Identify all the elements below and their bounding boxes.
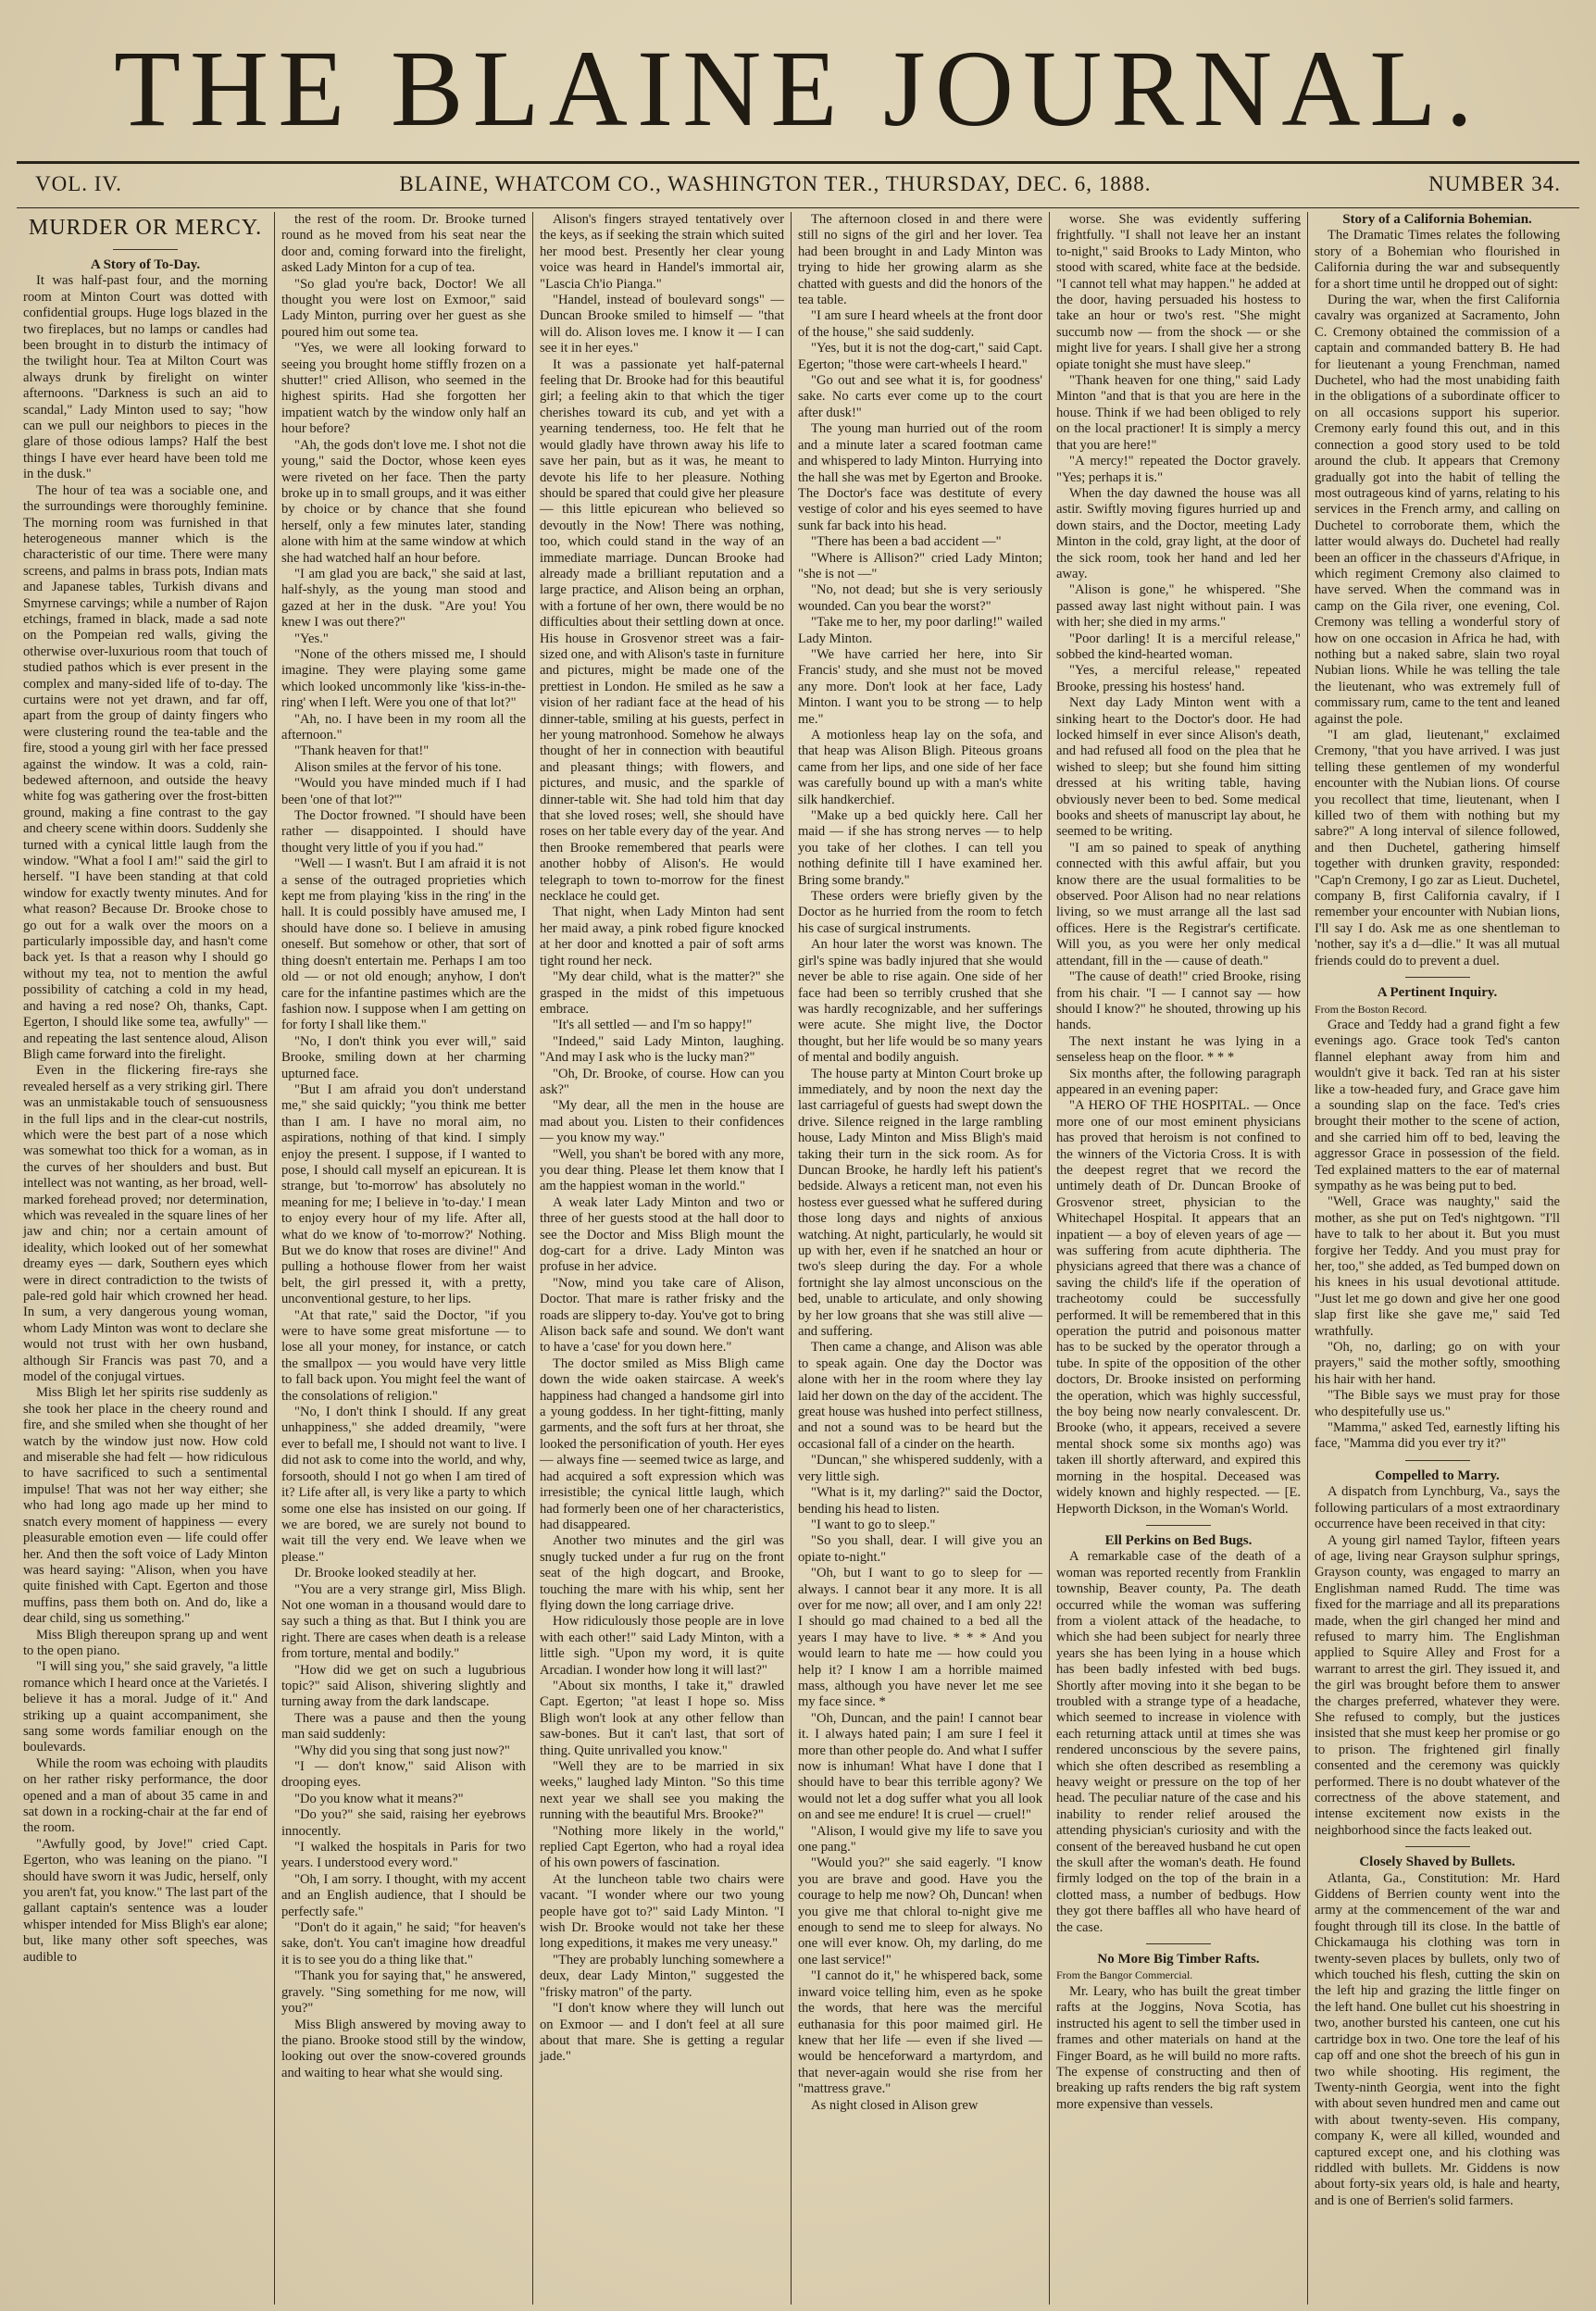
bohemian-body <box>1315 228 1560 969</box>
paragraph: "They are probably lunching somewhere a deux, dear Lady Minton," suggested the "frisky matron" of the party. <box>540 1952 784 2000</box>
paragraph: "Would you have minded much if I had been 'one of that lot?'" <box>281 776 526 807</box>
headline-divider <box>113 249 178 250</box>
paragraph: Miss Bligh let her spirits rise suddenly as she took her place in the cheery round and fire, and she smiled when she thought of her watch by the window just now. How cold and miserable she had felt — how ridiculous to have sacrificed to such a sentimental impulse! That was not her way either; she who had long ago made up her mind to snatch every moment of happiness — every pleasurable emotion even — life could offer her. And then the soft voice of Lady Minton was heard saying: "Alison, when you have quite finished with Capt. Egerton and those muffins, pass them both on. And do, like a dear child, sing us something." <box>23 1385 268 1627</box>
paragraph: That night, when Lady Minton had sent her maid away, a pink robed figure knocked at her door and knotted a pair of soft arms tight round her neck. <box>540 905 784 968</box>
paragraph: At the luncheon table two chairs were vacant. "I wonder where our two young people have got to?" said Lady Minton. "I wish Dr. Brooke would not take her these long expeditions, it makes me very uneasy." <box>540 1871 784 1952</box>
paragraph: A remarkable case of the death of a woman was reported recently from Franklin township, Beaver county, Pa. The death occurred while the woman was suffering from a violent attack of the headache, to which she had been subject for nearly three years she has been lying in a house which has been badly infested with bed bugs. Shortly after moving into it she began to be troubled with a strange type of a headache, which seemed to increase in violence with each returning attack until at times she was rendered unconscious by the severe pains, which she often described as resembling a heavy weight or pressure on the top of her head. The peculiar nature of the case and his inability to render relief aroused the attending physician's curiosity and with the consent of the bereaved husband he cut open the skull after the woman's death. He found firmly lodged on the top of the brain in a clotted mass, a number of bedbugs. How they got there baffles all who have heard of the case. <box>1056 1549 1301 1935</box>
column-6 <box>1308 212 1566 2305</box>
paragraph: "You are a very strange girl, Miss Bligh. Not one woman in a thousand would dare to say such a thing as that. But I think you are right. There are cases when death is a release from torture, mental and bodily." <box>281 1581 526 1662</box>
paragraph: "I am so pained to speak of anything connected with this awful affair, but you know there are the usual formalities to be observed. Poor Alison had no near relations living, so we must arrange all the last sad offices. Here is the Registrar's certificate. Will you, as you were her only medical attendant, fill in the — cause of death." <box>1056 840 1301 968</box>
story-col4-body <box>798 212 1042 2114</box>
story-subhead: A Story of To-Day. <box>90 257 201 272</box>
dateline <box>17 164 1579 205</box>
column-4 <box>792 212 1050 2305</box>
paragraph: "About six months, I take it," drawled Capt. Egerton; "at least I hope so. Miss Bligh won't look at any other fellow than saw-bones. But it can't last, that sort of thing. Quite unrivalled you know." <box>540 1678 784 1758</box>
paragraph: "Ah, no. I have been in my room all the afternoon." <box>281 711 526 743</box>
paragraph: A motionless heap lay on the sofa, and that heap was Alison Bligh. Piteous groans came from her lips, and one side of her face was carefully bound up with a man's white silk handkerchief. <box>798 728 1042 807</box>
paragraph: Grace and Teddy had a grand fight a few evenings ago. Grace took Ted's canton flannel elephant away from him and wouldn't give it back. Ted ran at his sister like a tow-headed fury, and Grace gave him a sounding slap on the face. Ted's cries brought their mother to the scene of action, and she carried him off to bed, leaving the aggressor Grace in possession of the field. Ted explained matters to the ear of maternal sympathy as he was being put to bed. <box>1315 1017 1560 1193</box>
paragraph: "Well they are to be married in six weeks," laughed lady Minton. "So this time next year we shall see you making the running with the beautiful Mrs. Brooke?" <box>540 1759 784 1823</box>
paragraph: It was half-past four, and the morning room at Minton Court was dotted with confidential groups. Huge logs blazed in the two fireplaces, but no lamps or candles had been brought in to disturb the intimacy of the twilight hour. Tea at Milton Court was always drunk by firelight on winter afternoons. "Darkness is such an aid to scandal," Lady Minton used to say; "how can we pull our neighbors to pieces in the glare of those odious lamps? Half the best things I have ever heard have been told me in the dusk." <box>23 273 268 482</box>
paragraph: "Yes, we were all looking forward to seeing you brought home stiffly frozen on a shutter!" cried Allison, who seemed in the highest spirits. Had she forgotten her impatient watch by the window only half an hour before? <box>281 341 526 437</box>
paragraph: As night closed in Alison grew <box>811 2097 979 2113</box>
paragraph: "Indeed," said Lady Minton, laughing. "And may I ask who is the lucky man?" <box>540 1033 784 1066</box>
paragraph: Miss Bligh answered by moving away to the piano. Brooke stood still by the window, looking out over the snow-covered grounds and waiting to hear what she would sing. <box>281 2017 526 2080</box>
column-2 <box>275 212 533 2305</box>
paragraph: "No, I don't think you ever will," said Brooke, smiling down at her charming upturned face. <box>281 1033 526 1081</box>
paragraph: "Handel, instead of boulevard songs" — Duncan Brooke smiled to himself — "that will do. Alison loves me. I know it — I can see it in her eyes." <box>540 293 784 356</box>
paragraph: "Thank heaven for one thing," said Lady Minton "and that is that you are here in the house. Think if we had been obliged to rely on the local practioner! It is simply a mercy that you are here!" <box>1056 373 1301 453</box>
rafts-credit: From the Bangor Commercial. <box>1056 1968 1193 1982</box>
paragraph: "Awfully good, by Jove!" cried Capt. Egerton, who was leaning on the piano. "I should have sworn it was Judic, herself, only you aren't fat, you know." The last part of the gallant captain's sentence was a louder whisper intended for Miss Bligh's ear alone; but, like many other soft speeches, was audible to <box>23 1836 268 1965</box>
paragraph: "It's all settled — and I'm so happy!" <box>553 1018 753 1033</box>
paragraph: Six months after, the following paragraph appeared in an evening paper: <box>1056 1066 1301 1097</box>
paragraph: During the war, when the first California cavalry was organized at Sacramento, John C. Cremony obtained the commission of a captain and commanded battery B. He had for lieutenant a young Frenchman, named Duchetel, who had the most unabiding faith in the obligations of a subordinate officer to on all occasions support his superior. Cremony early found this out, and in this connection a good story used to be told around the club. It appears that Cremony gradually got into the habit of telling the most outrageous kind of yarns, relating to his services in the French army, and calling on Duchetel to corroborate them, which the latter would always do. Duchetel had really been an officer in the chasseurs d'Afrique, in which regiment Cremony also claimed to have served. When the command was in camp on the Gila river, one evening, Col. Cremony was telling a wonderful story of how on one occasion in Africa he had, with nothing but a naked sabre, slain two royal Nubian lions. While he was telling the tale the lieutenant, who was extremely full of commissary rum, came to the tent and leaned against the pole. <box>1315 293 1560 727</box>
paragraph: "I don't know where they will lunch out on Exmoor — and I don't feel at all sure about that mare. She is getting a regular jade." <box>540 2001 784 2065</box>
paragraph: "I want to go to sleep." <box>811 1517 936 1532</box>
paragraph: "So you shall, dear. I will give you an opiate to-night." <box>798 1533 1042 1565</box>
paragraph: "I am sure I heard wheels at the front door of the house," she said suddenly. <box>798 308 1042 340</box>
paragraph: "Take me to her, my poor darling!" wailed Lady Minton. <box>798 615 1042 646</box>
paragraph: A young girl named Taylor, fifteen years of age, living near Grayson sulphur springs, Grayson county, was engaged to marry an Englishman named Rudd. The time was fixed for the marriage and all its preparations made, when the girl changed her mind and refused to marry him. The Englishman applied to Squire Alley and Frost for a warrant to arrest the girl. They issued it, and the girl was brought before them to answer the charges preferred, whatever they were. She refused to comply, but the justices insisted that she must keep her promise or go to prison. The frightened girl finally consented and the ceremony was quickly performed. There is no doubt whatever of the correctness of the above statement, and intense excitement now exists in the neighborhood since the facts leaked out. <box>1315 1532 1560 1838</box>
paragraph: Even in the flickering fire-rays she revealed herself as a very striking girl. There was an unmistakable touch of sensuousness in the full lips and in the clear-cut nostrils, which were the best part of a nose which was somewhat too thick for a woman, as in the curves of her shoulders and bust. But intellect was not wanting, as her broad, well-marked forehead proved; nor determination, which was revealed in the square lines of her jaw and chin; nor a certain amount of ideality, which looked out of her somewhat dreamy eyes — dark, Southern eyes which were in direct contradiction to the twists of pale-red gold hair which crowned her head. In sum, a very dangerous young woman, whom Lady Minton was wont to declare she would not trust with her own husband, although Sir Francis was past 70, and a model of the conjugal virtues. <box>23 1063 268 1385</box>
bullets-headline: Closely Shaved by Bullets. <box>1359 1855 1515 1870</box>
story-col5-body <box>1056 212 1301 1518</box>
section-divider <box>1405 1846 1470 1847</box>
paragraph: "Nothing more likely in the world," replied Capt Egerton, who had a royal idea of his own powers of fascination. <box>540 1823 784 1871</box>
paragraph: A dispatch from Lynchburg, Va., says the following particulars of a most extraordinary occurrence have been received in that city: <box>1315 1484 1560 1532</box>
paragraph: While the room was echoing with plaudits on her rather risky performance, the door opened and a man of about 35 came in and sat down in a rocking-chair at the far end of the room. <box>23 1755 268 1836</box>
story-col3-body <box>540 212 784 2066</box>
paragraph: "The cause of death!" cried Brooke, rising from his chair. "I — I cannot say — how should I know?" he shouted, throwing up his hands. <box>1056 969 1301 1033</box>
paragraph: The doctor smiled as Miss Bligh came down the wide oaken staircase. A week's happiness had changed a handsome girl into a young goddess. In her tight-fitting, manly garments, and the soft furs at her throat, she looked the personification of youth. Her eyes — always fine — seemed twice as large, and had acquired a soft expression which was irresistible; the cynical little laugh, which had formerly been one of her characteristics, had disappeared. <box>540 1355 784 1532</box>
section-divider <box>1146 1525 1211 1526</box>
paragraph: "Well, you shan't be bored with any more, you dear thing. Please let them know that I am the happiest woman in the world." <box>540 1146 784 1194</box>
paragraph: These orders were briefly given by the Doctor as he hurried from the room to fetch his case of surgical instruments. <box>798 889 1042 936</box>
paragraph: the rest of the room. Dr. Brooke turned round as he moved from his seat near the door and, coming forward into the firelight, asked Lady Minton for a cup of tea. <box>281 212 526 276</box>
paragraph: "We have carried her here, into Sir Francis' study, and she must not be moved any more. Don't look at her face, Lady Minton. I want you to be strong — to help me." <box>798 646 1042 727</box>
paragraph: There was a pause and then the young man said suddenly: <box>281 1710 526 1743</box>
paragraph: "Well — I wasn't. But I am afraid it is not a sense of the outraged proprieties which kept me from playing 'kiss in the ring' in the hall. It is could possibly have amused me, I should have done so. I believe in amusing oneself. But somehow or other, that sort of thing doesn't entertain me. Perhaps I am too old — or not old enough; anyhow, I don't care for the infantine pastimes which are the fashion now. I suppose when I am getting on for forty I shall like them." <box>281 856 526 1033</box>
paragraph: The young man hurried out of the room and a minute later a scared footman came and whispered to lady Minton. Hurrying into the hall she was met by Egerton and Brooke. The Doctor's face was destitute of every vestige of color and his eyes seemed to have sunk far back into his head. <box>798 421 1042 533</box>
inquiry-headline: A Pertinent Inquiry. <box>1377 985 1498 1001</box>
paragraph: "I walked the hospitals in Paris for two years. I understood every word." <box>281 1840 526 1871</box>
story-headline: MURDER OR MERCY. <box>28 216 263 240</box>
paragraph: "Ah, the gods don't love me. I shot not die young," said the Doctor, whose keen eyes were riveted on her face. Then the party broke up in to small groups, and it was either by choice or by chance that she found herself, only a few minutes later, standing alone with him at the same window at which she had watched half an hour before. <box>281 437 526 566</box>
paragraph: "Well, Grace was naughty," said the mother, as she put on Ted's nightgown. "I'll have to talk to her about it. But you must forgive her Teddy. And you must pray for her, too," she added, as Ted bumped down on his knees in his usual devotional attitude. "Just let me go down and give her one good slap first like she gave me," said Ted wrathfully. <box>1315 1194 1560 1339</box>
paragraph: "No, not dead; but she is very seriously wounded. Can you bear the worst?" <box>798 582 1042 614</box>
inquiry-credit: From the Boston Record. <box>1315 1002 1428 1016</box>
paragraph: "Poor darling! It is a merciful release," sobbed the kind-hearted woman. <box>1056 631 1301 662</box>
paragraph: "Oh, but I want to go to sleep for — always. I cannot bear it any more. It is all over for me now; all over, and I am only 22! I should go mad chained to a bed all the years I may have to live. * * * And you would learn to hate me — how could you help it? I know I am a horrible maimed mass, although you have never let me see my face since. * <box>798 1566 1042 1710</box>
paragraph: "A mercy!" repeated the Doctor gravely. "Yes; perhaps it is." <box>1056 454 1301 485</box>
bohemian-headline: Story of a California Bohemian. <box>1342 212 1532 227</box>
paragraph: It was a passionate yet half-paternal feeling that Dr. Brooke had for this beautiful girl; a feeling akin to that which the tiger cherishes toward its cub, and yet with a yearning tenderness, too. He felt that he would gladly have thrown away his life to save her pain, but as it was, he meant to devote his life to her pleasure. Nothing should be spared that could give her pleasure — this little epicurean who believed so devoutly in the Now! There was nothing, too, which could stand in the way of an immediate marriage. Duncan Brooke had already made a brilliant reputation and a large practice, and Alison being an orphan, with a fortune of her own, there would be no difficulties about their settling down at once. His house in Grosvenor street was a fair-sized one, and with Alison's taste in furniture and pictures, might be made one of the prettiest in London. He smiled as he saw a vision of her radiant face at the head of his dinner-table, smiling at his guests, perfect in her young matronhood. Somehow he always thought of her in connection with beautiful and pleasant things; with flowers, and pictures, and music, and the sparkle of dinner-table wit. She had told him that day that she loved roses; well, she should have roses on her table every day of the year. And then Brooke remembered that pearls were another hobby of Alison's. He would telegraph to town to-morrow for the finest necklace he could get. <box>540 356 784 905</box>
paragraph: "I cannot do it," he whispered back, some inward voice telling him, even as he spoke the words, that here was the merciful euthanasia for this poor maimed girl. He knew that her life — even if she lived — would be henceforward a martyrdom, and that never-again would she rise from her "mattress grave." <box>798 1968 1042 2097</box>
paragraph: "Do you know what it means?" <box>294 1791 464 1806</box>
section-divider <box>1146 1943 1211 1944</box>
marry-body <box>1315 1484 1560 1839</box>
place-date: BLAINE, WHATCOM CO., WASHINGTON TER., THURSDAY, DEC. 6, 1888. <box>399 172 1152 195</box>
paragraph: "How did we get on such a lugubrious topic?" said Alison, shivering slightly and turning away from the dark landscape. <box>281 1662 526 1710</box>
paragraph: "What is it, my darling?" said the Doctor, bending his head to listen. <box>798 1485 1042 1517</box>
paragraph: "Why did you sing that song just now?" <box>294 1743 510 1758</box>
bedbugs-headline: Ell Perkins on Bed Bugs. <box>1104 1532 1253 1548</box>
paragraph: "Thank you for saying that," he answered, gravely. "Sing something for me now, will you?" <box>281 1968 526 2017</box>
paragraph: How ridiculously those people are in love with each other!" said Lady Minton, with a little sigh. "Upon my word, it is quite Arcadian. I wonder how long it will last?" <box>540 1614 784 1678</box>
article-columns <box>17 212 1579 2305</box>
paragraph: "Yes, but it is not the dog-cart," said Capt. Egerton; "those were cart-wheels I heard." <box>798 341 1042 372</box>
column-1 <box>17 212 275 2305</box>
bullets-body <box>1315 1871 1560 2210</box>
paragraph: "None of the others missed me, I should imagine. They were playing some game which looked uncommonly like 'kiss-in-the-ring' when I left. Were you one of that lot?" <box>281 646 526 711</box>
paragraph: "Alison, I would give my life to save you one pang." <box>798 1823 1042 1855</box>
column-5 <box>1050 212 1308 2305</box>
paragraph: "Oh, no, darling; go on with your prayers," said the mother softly, smoothing his hair with her hand. <box>1315 1340 1560 1387</box>
marry-headline: Compelled to Marry. <box>1375 1468 1500 1483</box>
paragraph: "I am glad you are back," she said at last, half-shyly, as the young man stood and gazed at her in the dusk. "Are you! You knew I was out there?" <box>281 566 526 631</box>
paragraph: "Now, mind you take care of Alison, Doctor. That mare is rather frisky and the roads are slippery to-day. You've got to bring Alison back safe and sound. We don't want to have a 'case' for you down here." <box>540 1275 784 1355</box>
volume-label: VOL. IV. <box>35 172 122 195</box>
paragraph: "Duncan," she whispered suddenly, with a very little sigh. <box>798 1453 1042 1484</box>
paragraph: The Dramatic Times relates the following story of a Bohemian who flourished in California during the war and subsequently for a short time until he dropped out of sight: <box>1315 228 1560 292</box>
section-divider <box>1405 977 1470 978</box>
paragraph: The hour of tea was a sociable one, and the surroundings were thoroughly feminine. The morning room was furnished in that heterogeneous manner which is the characteristic of our time. There were many screens, and palms in brass pots, Indian mats and Japanese tables, Turkish divans and Smyrnese carvings; while a number of Rajon etchings, framed in black, made a sad note on the Pompeian red walls, giving the otherwise over-luxurious room that touch of studied pathos which is ever present in the complex and many-sided life of to-day. The curtains were not yet drawn, and far off, apart from the group of dainty fingers who were clustering round the tea-table and the fire, stood a young girl with her face pressed against the window. It was a cold, rain-bedewed afternoon, and outside the heavy white fog was gathering over the frost-bitten ground, making a fine contrast to the gay and cheery scene within doors. Suddenly she turned with a cynical little laugh from the window. "What a fool I am!" said the girl to herself. "I have been standing at that cold window for exactly twenty minutes. And for what reason? Because Dr. Brooke chose to go out for a walk over the moors on a particularly impossible day, and hasn't come back yet. Is that a reason why I should go without my tea, not to mention the awful possibility of catching a cold in my head, and having a red nose? Oh, thanks, Capt. Egerton, I should like some tea, awfully" — and repeating the last sentence aloud, Alison Bligh came forward into the firelight. <box>23 482 268 1062</box>
paragraph: "But I am afraid you don't understand me," she said quickly; "you think me better than I am. I have no moral aim, no aspirations, nothing of that kind. I simply enjoy the present. I suppose, if I wanted to pose, I should call myself an epicurean. It is strange, but 'to-morrow' has absolutely no meaning for me; I believe in 'to-day.' I mean to enjoy every hour of my life. After all, what do we know of 'to-morrow?' Nothing. But we do know that roses are divine!" And pulling a hothouse flower from her waist belt, the girl pressed it, with a pretty, unconventional gesture, to her lips. <box>281 1081 526 1307</box>
inquiry-body <box>1315 1018 1560 1453</box>
bedbugs-body <box>1056 1549 1301 1936</box>
paragraph: Mr. Leary, who has built the great timber rafts at the Joggins, Nova Scotia, has instructed his agent to sell the timber used in frames and other materials on hand at the Finger Board, as he will build no more rafts. The expense of constructing and then of breaking up rafts renders the big raft system more expensive than vessels. <box>1056 1983 1301 2112</box>
rafts-headline: No More Big Timber Rafts. <box>1097 1952 1260 1967</box>
paragraph: The next instant he was lying in a senseless heap on the floor. * * * <box>1056 1033 1301 1066</box>
dateline-rule <box>17 207 1579 208</box>
paragraph: Then came a change, and Alison was able to speak again. One day the Doctor was alone with her in the room where they lay laid her down on the day of the accident. The great house was hushed into perfect stillness, and not a sound was to be heard but the occasional fall of a cinder on the hearth. <box>798 1340 1042 1452</box>
paragraph: "Oh, I am sorry. I thought, with my accent and an English audience, that I should be perfectly safe." <box>281 1871 526 1919</box>
rafts-body <box>1056 1984 1301 2113</box>
story-col2-body <box>281 212 526 2081</box>
paragraph: A weak later Lady Minton and two or three of her guests stood at the hall door to see the Doctor and Miss Bligh mount the dog-cart for a drive. Lady Minton was profuse in her advice. <box>540 1194 784 1275</box>
paragraph: An hour later the worst was known. The girl's spine was badly injured that she would never be able to rise again. One side of her face had been so terribly crushed that she was hardly recognizable, and her sufferings were acute. She might live, the Doctor thought, but her life would be so many years of mental and bodily anguish. <box>798 937 1042 1066</box>
paragraph: "The Bible says we must pray for those who despitefully use us." <box>1315 1388 1560 1419</box>
paragraph: "Make up a bed quickly here. Call her maid — if she has strong nerves — to help you take of her clothes. I can tell you nothing definite till I have examined her. Bring some brandy." <box>798 808 1042 888</box>
paragraph: The Doctor frowned. "I should have been rather — disappointed. I should have thought very little of you if you had." <box>281 808 526 856</box>
paragraph: Next day Lady Minton went with a sinking heart to the Doctor's door. He had locked himself in ever since Alison's death, and had refused all food on the plea that he wished to sleep; but she found him sitting dressed at his writing table, having obviously never been to bed. Some medical books and sheets of manuscript lay about, he seemed to be writing. <box>1056 695 1301 840</box>
paragraph: Atlanta, Ga., Constitution: Mr. Hard Giddens of Berrien county went into the army at the commencement of the war and fought through till its close. In the battle of Chickamauga his clothing was torn in twenty-seven places by bullets, only two of which touched his flesh, cutting the skin on the left hip and grazing the little finger on the left hand. One bullet cut his shoestring in two, another bursted his canteen, one cut his cartridge box in two. One tore the leaf of his cap off and one shot the breech of his gun in two while shooting. His regiment, the Twenty-ninth Georgia, went into the fight with about seven hundred men and came out with about twenty-seven. His company, company K, were all killed, wounded and captured except one, and his clothing was riddled with bullets. Mr. Giddens is now about forty-six years old, is hale and hearty, and is one of Berrien's solid farmers. <box>1315 1870 1560 2208</box>
paragraph: worse. She was evidently suffering frightfully. "I shall not leave her an instant to-night," said Brooks to Lady Minton, who stood with scared, white face at the bedside. "I cannot tell what may happen." he added at the door, having persuaded his hostess to take an hour or two's rest. "She might succumb now — from the shock — or she might live for years. I shall give her a strong opiate tonight she must have sleep." <box>1056 212 1301 372</box>
paragraph: Miss Bligh thereupon sprang up and went to the open piano. <box>23 1627 268 1658</box>
paragraph: "Oh, Dr. Brooke, of course. How can you ask?" <box>540 1066 784 1097</box>
paragraph: "Do you?" she said, raising her eyebrows innocently. <box>281 1807 526 1839</box>
paragraph: "My dear child, what is the matter?" she grasped in the midst of this impetuous embrace. <box>540 969 784 1017</box>
paragraph: "My dear, all the men in the house are mad about you. Listen to their confidences — you know my way." <box>540 1098 784 1146</box>
paragraph: "So glad you're back, Doctor! We all thought you were lost on Exmoor," said Lady Minton, purring over her guest as she poured him out some tea. <box>281 276 526 340</box>
paragraph: Another two minutes and the girl was snugly tucked under a fur rug on the front seat of the high dogcart, and Brooke, touching the mare with his whip, sent her flying down the long carriage drive. <box>540 1533 784 1613</box>
masthead-title: THE BLAINE JOURNAL. <box>113 28 1483 149</box>
paragraph: "A HERO OF THE HOSPITAL. — Once more one of our most eminent physicians has proved that heroism is not confined to the winners of the Victoria Cross. It is with the deepest regret that we record the untimely death of Dr. Duncan Brooke of Grosvenor street, physician to the Whitechapel Hospital. It appears that an inpatient — a boy of eleven years of age — was suffering from acute diphtheria. The physicians agreed that there was a chance of saving the child's life if the operation of tracheotomy could be successfully performed. It will be remembered that in this operation the putrid and poisonous matter has to be sucked by the operator through a tube. In spite of the opposition of the other doctors, Dr. Brooke insisted on performing the operation, which was highly successful, the boy being now nearly convalescent. Dr. Brooke (who, it appears, received a severe mental shock some six months ago) was taken ill shortly afterward, and expired this morning in the hospital. Deceased was widely known and highly respected. — [E. Hepworth Dickson, in the Woman's World. <box>1056 1098 1301 1517</box>
paragraph: "Where is Allison?" cried Lady Minton; "she is not —" <box>798 550 1042 581</box>
paragraph: When the day dawned the house was all astir. Swiftly moving figures hurried up and down stairs, and the Doctor, meeting Lady Minton in the cold, gray light, at the door of the sick room, took her hand and led her away. <box>1056 485 1301 581</box>
paragraph: "Go out and see what it is, for goodness' sake. No carts ever come up to the court after dusk!" <box>798 373 1042 420</box>
paragraph: "I am glad, lieutenant," exclaimed Cremony, "that you have arrived. I was just telling these gentlemen of my wonderful encounter with the Nubian lions. Of course you recollect that time, lieutenant, when I killed two of them with nothing but my sabre?" A long interval of silence followed, and then Duchetel, gathering himself together with drunken gravity, responded: "Cap'n Cremony, I go zar as Lieut. Duchetel, company B, first California cavalry, if I remember your encounter with Nubian lions, I'll say I do. Ask me as one shentleman to 'nother, say it's a d—dlie." It was all mutual friends could do to prevent a duel. <box>1315 728 1560 968</box>
section-divider <box>1405 1460 1470 1461</box>
paragraph: "Oh, Duncan, and the pain! I cannot bear it. I always hated pain; I am sure I feel it more than other people do. And what I suffer now is inhuman! What have I done that I should have to bear this terrible agony? We would not let a dog suffer what you all look on and see me endure! It is cruel — cruel!" <box>798 1710 1042 1823</box>
paragraph: "Would you?" she said eagerly. "I know you are brave and good. Have you the courage to help me now? Oh, Duncan! when you give me that chloral to-night give me enough to send me to sleep for always. No one will ever know. Oh, my darling, do me one last service!" <box>798 1855 1042 1967</box>
story-col1-body <box>23 273 268 1966</box>
paragraph: "There has been a bad accident —" <box>811 534 1002 550</box>
paragraph: "Alison is gone," he whispered. "She passed away last night without pain. I was with her; she died in my arms." <box>1056 582 1301 631</box>
paragraph: "Yes." <box>294 631 329 646</box>
paragraph: Dr. Brooke looked steadily at her. <box>294 1566 477 1581</box>
paragraph: "At that rate," said the Doctor, "if you were to have some great misfortune — to lose all your money, for instance, or catch the smallpox — you would have very little to fall back upon. You might feel the want of the consolations of religion." <box>281 1307 526 1404</box>
column-3 <box>533 212 792 2305</box>
paragraph: "I — don't know," said Alison with drooping eyes. <box>281 1759 526 1791</box>
paragraph: "Thank heaven for that!" <box>294 743 430 759</box>
paragraph: "No, I don't think I should. If any great unhappiness," she added dreamily, "were ever to befall me, I should not want to live. I did not ask to come into the world, and why, forsooth, should I not go when I am tired of it? Life after all, is very like a party to which some one else has insisted on our going. If we are bored, we are surely not bound to wait till the very end. We leave when we please." <box>281 1405 526 1565</box>
issue-number: NUMBER 34. <box>1428 172 1561 195</box>
paragraph: "Yes, a merciful release," repeated Brooke, pressing his hostess' hand. <box>1056 663 1301 694</box>
paragraph: Alison smiles at the fervor of his tone. <box>294 759 502 775</box>
paragraph: Alison's fingers strayed tentatively over the keys, as if seeking the strain which suited her mood best. Presently her clear young voice was heard in Handel's immortal air, "Lascia Ch'io Pianga." <box>540 212 784 292</box>
paragraph: "I will sing you," she said gravely, "a little romance which I heard once at the Varietés. I believe it has a moral. Judge of it." And striking up a quaint accompaniment, she sang some words familiar enough on the boulevards. <box>23 1659 268 1755</box>
paragraph: The house party at Minton Court broke up immediately, and by noon the next day the last carriageful of guests had swept down the drive. Silence reigned in the large rambling house, Lady Minton and Miss Bligh's maid taking their turn in the sick room. As for Duncan Brooke, he hardly left his patient's bedside. Always a reticent man, not even his hostess ever guessed what he suffered during those long days and nights of anxious watching. At night, particularly, he would sit up with her, even if he snatched an hour or two's sleep during the day. For a whole fortnight she lay almost unconscious on the bed, unable to articulate, and only showing by her low groans that she was still alive — and suffering. <box>798 1066 1042 1340</box>
paragraph: "Mamma," asked Ted, earnestly lifting his face, "Mamma did you ever try it?" <box>1315 1420 1560 1452</box>
paragraph: The afternoon closed in and there were still no signs of the girl and her lover. Tea had been brought in and Lady Minton was trying to hide her growing alarm as she chatted with guests and did the honors of the tea table. <box>798 212 1042 308</box>
paragraph: "Don't do it again," he said; "for heaven's sake, don't. You can't imagine how dreadful it is to see you do a thing like that." <box>281 1920 526 1967</box>
